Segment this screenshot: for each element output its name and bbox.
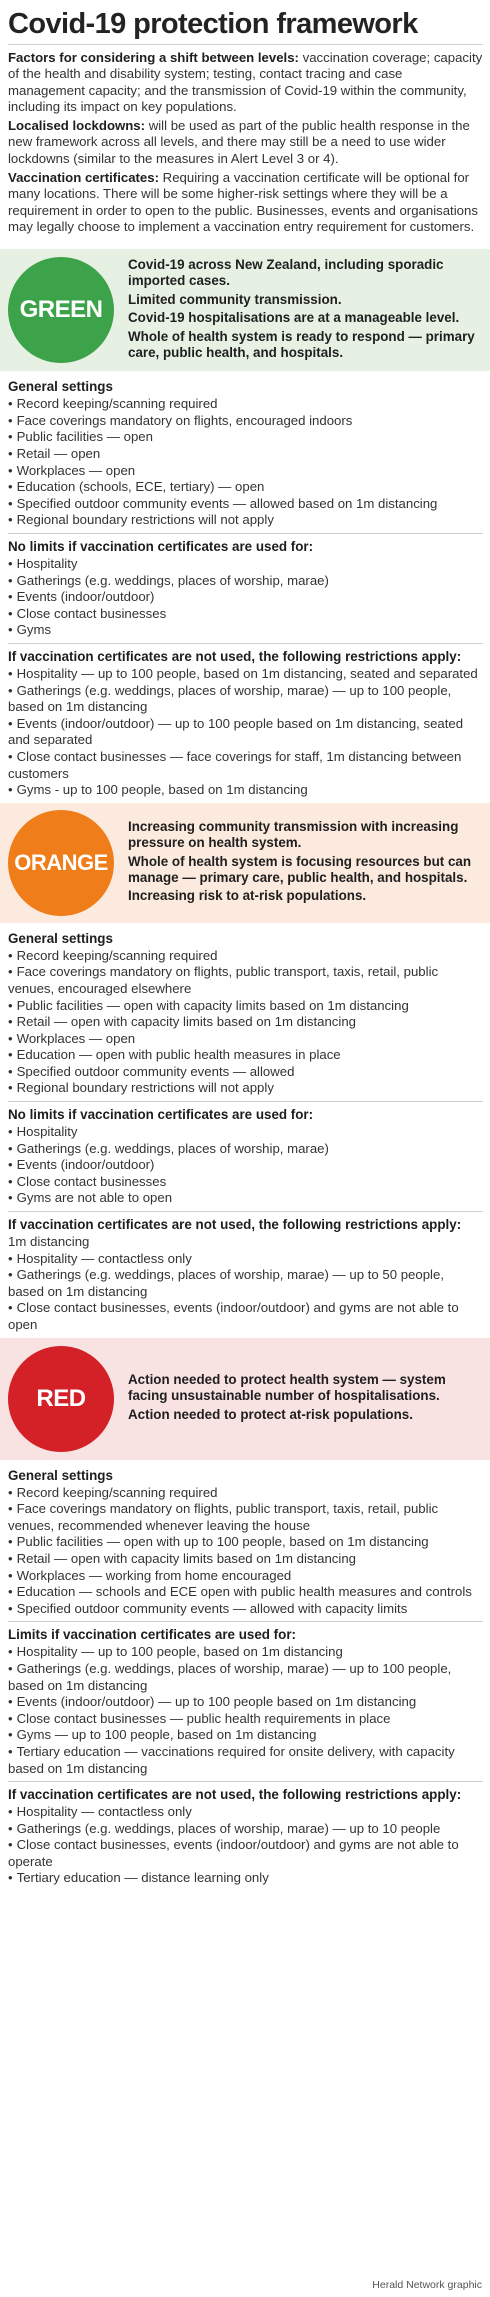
list-item: • Close contact businesses: [8, 1174, 483, 1191]
section-list: [8, 556, 483, 639]
summary-line: Limited community transmission.: [128, 291, 342, 307]
list-item: • Retail — open with capacity limits based on 1m distancing: [8, 1551, 483, 1568]
section-heading: General settings: [8, 1467, 113, 1483]
list-item: • Events (indoor/outdoor): [8, 1157, 483, 1174]
list-item: • Specified outdoor community events — allowed with capacity limits: [8, 1601, 483, 1618]
section-list: [8, 948, 483, 1097]
section-heading: General settings: [8, 930, 113, 946]
levels-container: [8, 249, 483, 1891]
list-item: • Gatherings (e.g. weddings, places of worship, marae) — up to 100 people, based on 1m distancing: [8, 1661, 483, 1694]
summary-line: Covid-19 hospitalisations are at a manageable level.: [128, 310, 460, 326]
list-item: • Regional boundary restrictions will not apply: [8, 1080, 483, 1097]
credit: Herald Network graphic: [372, 2279, 482, 2291]
list-item: • Events (indoor/outdoor) — up to 100 people based on 1m distancing, seated and separated: [8, 716, 483, 749]
section-heading: If vaccination certificates are not used, the following restrictions apply:: [8, 1787, 462, 1803]
list-item: • Close contact businesses — public health requirements in place: [8, 1711, 483, 1728]
list-item: • Workplaces — open: [8, 1031, 483, 1048]
section-heading: General settings: [8, 379, 113, 395]
list-item: • Workplaces — working from home encouraged: [8, 1568, 483, 1585]
list-item: • Retail — open with capacity limits based on 1m distancing: [8, 1014, 483, 1031]
section-heading: If vaccination certificates are not used, the following restrictions apply:: [8, 648, 462, 664]
section-note: 1m distancing: [8, 1234, 90, 1250]
list-item: • Specified outdoor community events — allowed based on 1m distancing: [8, 496, 483, 513]
intro-lead: Factors for considering a shift between levels:: [8, 50, 299, 65]
intro-text: Requiring a vaccination certificate will be optional for many locations. There will be some higher-risk settings where they will be a requirement in order to open to the public. Businesses, events and organisations may legally choose to implement a vaccination entry requirement for customers.: [8, 170, 478, 234]
list-item: • Specified outdoor community events — allowed: [8, 1064, 483, 1081]
level-panel-red: [0, 1338, 490, 1460]
summary-line: Increasing risk to at-risk populations.: [128, 888, 367, 904]
list-item: • Close contact businesses, events (indoor/outdoor) and gyms are not able to operate: [8, 1837, 483, 1870]
list-item: • Face coverings mandatory on flights, encouraged indoors: [8, 413, 483, 430]
level-summary: [114, 257, 482, 363]
intro-text: will be used as part of the public health response in the new framework across all levels, and there may still be a need to use wider lockdowns (similar to the measures in Alert Level 3 or 4).: [8, 118, 470, 166]
level-panel-orange: [0, 803, 490, 923]
list-item: • Gyms: [8, 622, 483, 639]
list-item: • Education — open with public health measures in place: [8, 1047, 483, 1064]
section-heading: No limits if vaccination certificates are used for:: [8, 1107, 314, 1123]
list-item: • Gyms - up to 100 people, based on 1m distancing: [8, 782, 483, 799]
section-list: [8, 1251, 483, 1334]
intro-text: vaccination coverage; capacity of the health and disability system; testing, contact tracing and case management capacity; and the transmission of Covid-19 within the community, including its impact on key populations.: [8, 50, 483, 114]
settings-section: [8, 533, 483, 643]
list-item: • Close contact businesses, events (indoor/outdoor) and gyms are not able to open: [8, 1300, 483, 1333]
level-summary: [114, 1372, 482, 1425]
list-item: • Public facilities — open with capacity limits based on 1m distancing: [8, 998, 483, 1015]
list-item: • Gatherings (e.g. weddings, places of worship, marae): [8, 573, 483, 590]
intro-block: [8, 45, 483, 235]
section-list: [8, 396, 483, 529]
settings-section: [8, 1781, 483, 1891]
list-item: • Hospitality — contactless only: [8, 1804, 483, 1821]
list-item: • Hospitality: [8, 1124, 483, 1141]
intro-paragraph: [8, 50, 483, 115]
summary-line: Covid-19 across New Zealand, including sporadic imported cases.: [128, 257, 444, 289]
summary-line: Whole of health system is focusing resources but can manage — primary care, public health, and hospitals.: [128, 853, 472, 885]
list-item: • Events (indoor/outdoor) — up to 100 people based on 1m distancing: [8, 1694, 483, 1711]
list-item: • Gyms are not able to open: [8, 1190, 483, 1207]
settings-section: [8, 371, 483, 533]
list-item: • Regional boundary restrictions will not apply: [8, 512, 483, 529]
list-item: • Hospitality — up to 100 people, based on 1m distancing, seated and separated: [8, 666, 483, 683]
summary-line: Whole of health system is ready to respond — primary care, public health, and hospitals.: [128, 328, 475, 361]
level-badge-red: RED: [8, 1346, 114, 1452]
list-item: • Record keeping/scanning required: [8, 948, 483, 965]
list-item: • Face coverings mandatory on flights, public transport, taxis, retail, public venues, encouraged elsewhere: [8, 964, 483, 997]
list-item: • Record keeping/scanning required: [8, 396, 483, 413]
settings-section: [8, 1101, 483, 1211]
page-title: Covid-19 protection framework: [8, 0, 483, 45]
section-list: [8, 1485, 483, 1618]
section-list: [8, 1804, 483, 1887]
settings-section: [8, 1460, 483, 1622]
list-item: • Hospitality: [8, 556, 483, 573]
section-list: [8, 666, 483, 799]
list-item: • Close contact businesses: [8, 606, 483, 623]
list-item: • Tertiary education — distance learning only: [8, 1870, 483, 1887]
list-item: • Events (indoor/outdoor): [8, 589, 483, 606]
list-item: • Education — schools and ECE open with public health measures and controls: [8, 1584, 483, 1601]
section-heading: No limits if vaccination certificates are used for:: [8, 539, 314, 555]
section-list: [8, 1124, 483, 1207]
summary-line: Increasing community transmission with increasing pressure on health system.: [128, 818, 459, 851]
settings-section: [8, 1211, 483, 1338]
section-list: [8, 1644, 483, 1777]
list-item: • Public facilities — open with up to 100 people, based on 1m distancing: [8, 1534, 483, 1551]
section-heading: If vaccination certificates are not used, the following restrictions apply:: [8, 1217, 462, 1233]
list-item: • Gatherings (e.g. weddings, places of worship, marae): [8, 1141, 483, 1158]
list-item: • Close contact businesses — face coverings for staff, 1m distancing between customers: [8, 749, 483, 782]
list-item: • Gatherings (e.g. weddings, places of worship, marae) — up to 50 people, based on 1m distancing: [8, 1267, 483, 1300]
intro-paragraph: [8, 170, 483, 235]
summary-line: Action needed to protect health system — system facing unsustainable number of hospitalisations.: [128, 1372, 446, 1404]
settings-section: [8, 643, 483, 803]
level-badge-green: GREEN: [8, 257, 114, 363]
intro-lead: Localised lockdowns:: [8, 118, 146, 134]
summary-line: Action needed to protect at-risk populations.: [128, 1406, 413, 1422]
list-item: • Gyms — up to 100 people, based on 1m distancing: [8, 1727, 483, 1744]
settings-section: [8, 923, 483, 1101]
list-item: • Face coverings mandatory on flights, public transport, taxis, retail, public venues, recommended whenever leaving the house: [8, 1501, 483, 1534]
intro-paragraph: [8, 118, 483, 167]
list-item: • Gatherings (e.g. weddings, places of worship, marae) — up to 10 people: [8, 1821, 483, 1838]
list-item: • Public facilities — open: [8, 429, 483, 446]
section-heading: Limits if vaccination certificates are used for:: [8, 1627, 296, 1643]
list-item: • Education (schools, ECE, tertiary) — open: [8, 479, 483, 496]
list-item: • Retail — open: [8, 446, 483, 463]
list-item: • Record keeping/scanning required: [8, 1485, 483, 1502]
level-badge-orange: ORANGE: [8, 810, 114, 916]
list-item: • Tertiary education — vaccinations required for onsite delivery, with capacity based on 1m distancing: [8, 1744, 483, 1777]
level-panel-green: [0, 249, 490, 371]
list-item: • Workplaces — open: [8, 463, 483, 480]
level-summary: [114, 819, 482, 907]
list-item: • Hospitality — up to 100 people, based on 1m distancing: [8, 1644, 483, 1661]
list-item: • Hospitality — contactless only: [8, 1251, 483, 1268]
intro-lead: Vaccination certificates:: [8, 170, 159, 186]
list-item: • Gatherings (e.g. weddings, places of worship, marae) — up to 100 people, based on 1m distancing: [8, 683, 483, 716]
settings-section: [8, 1621, 483, 1781]
